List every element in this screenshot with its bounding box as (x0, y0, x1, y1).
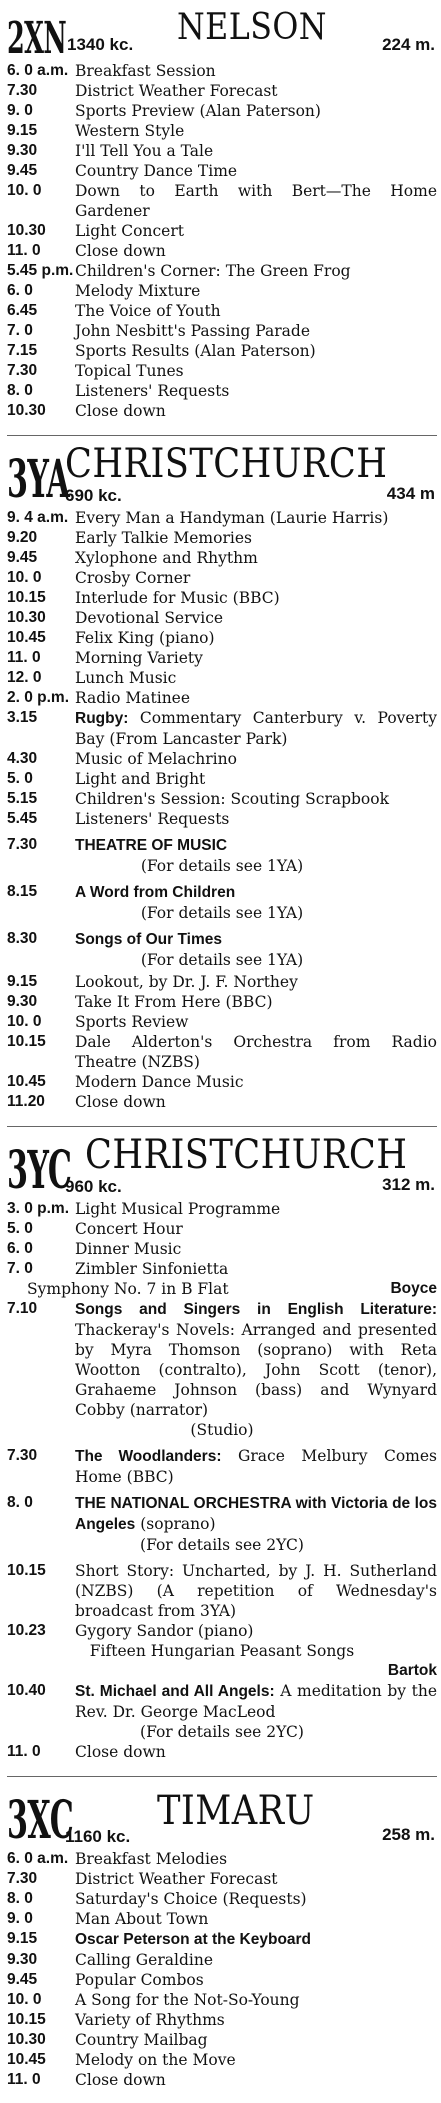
station-frequency: 690 kc. (65, 486, 122, 505)
station-3ya (7, 441, 437, 1112)
station-header (7, 3, 437, 64)
programme-time: 10.15 (7, 1562, 46, 1579)
programme-description: A meditation by the Rev. Dr. George MacLeod (75, 1682, 437, 1721)
station-wavelength: 312 m. (382, 1175, 435, 1194)
programme-time: 9.30 (7, 1951, 38, 1968)
programme-time: 9.15 (7, 1930, 38, 1947)
programme-item (7, 321, 437, 341)
station-call-sign: 3YA (7, 449, 70, 510)
programme-studio-note: (Studio) (190, 1421, 254, 1439)
programme-description: Saturday's Choice (Requests) (75, 1890, 307, 1908)
station-city: NELSON (177, 7, 327, 48)
programme-time: 5. 0 (7, 770, 33, 787)
programme-description: A Song for the Not-So-Young (75, 1991, 300, 2009)
programme-time: 11. 0 (7, 2071, 41, 2088)
programme-time: 2. 0 p.m. (7, 689, 70, 706)
programme-item (7, 1239, 437, 1259)
programme-description: John Nesbitt's Passing Parade (75, 322, 310, 340)
programme-description: Modern Dance Music (75, 1073, 244, 1091)
programme-description: Light Concert (75, 222, 184, 240)
programme-item (7, 401, 437, 421)
programme-item (7, 1299, 437, 1420)
programme-composer: Bartok (387, 1662, 437, 1679)
programme-item (7, 221, 437, 241)
programme-time: 10.30 (7, 222, 46, 239)
programme-description: Listeners' Requests (75, 810, 230, 828)
programme-item (7, 1929, 437, 1950)
programme-description: Short Story: Uncharted, by J. H. Sutherland (NZBS) (A repetition of Wednesday's broadcast from 3YA) (75, 1562, 437, 1620)
programme-time: 8.30 (7, 930, 38, 947)
programme-description: Down to Earth with Bert—The Home Gardener (75, 182, 437, 220)
programme-time: 7.15 (7, 342, 38, 359)
programme-work: Fifteen Hungarian Peasant Songs (89, 1642, 355, 1660)
programme-time: 10.40 (7, 1682, 46, 1699)
station-wavelength: 434 m (386, 484, 435, 503)
programme-item (7, 972, 437, 992)
programme-description: Close down (75, 242, 166, 260)
station-call-sign: 3XC (7, 1790, 74, 1851)
programme-item (7, 361, 437, 381)
station-2xn (7, 3, 437, 421)
programme-title: Oscar Peterson at the Keyboard (75, 1931, 312, 1948)
programme-item (7, 1259, 437, 1279)
programme-item (7, 668, 437, 688)
programme-item (7, 181, 437, 221)
programme-item (7, 141, 437, 161)
programme-description: Breakfast Session (75, 62, 216, 80)
programme-item (7, 648, 437, 668)
programme-description: Gygory Sandor (piano) (75, 1622, 254, 1640)
programme-description: The Voice of Youth (75, 302, 221, 320)
programme-time: 9.45 (7, 162, 38, 179)
programme-item (7, 628, 437, 648)
programme-item (7, 1561, 437, 1621)
programme-item (7, 1909, 437, 1929)
programme-item (7, 2050, 437, 2070)
programme-description: Light Musical Programme (75, 1200, 281, 1218)
programme-item (7, 789, 437, 809)
programme-time: 7.30 (7, 836, 38, 853)
programme-item (7, 1446, 437, 1487)
programme-time: 10.30 (7, 609, 46, 626)
programme-time: 9.30 (7, 142, 38, 159)
station-call-sign: 3YC (7, 1140, 72, 1201)
programme-description: District Weather Forecast (75, 1870, 278, 1888)
programme-item (7, 568, 437, 588)
programme-time: 8. 0 (7, 382, 33, 399)
programme-item (7, 1681, 437, 1722)
programme-description: Xylophone and Rhythm (75, 549, 258, 567)
programme-time: 7.30 (7, 362, 38, 379)
programme-item (7, 2070, 437, 2090)
programme-time: 10.30 (7, 2031, 46, 2048)
programme-description: Lunch Music (75, 669, 177, 687)
programme-description: Music of Melachrino (75, 750, 237, 768)
programme-item (7, 508, 437, 528)
programme-description: Sports Preview (Alan Paterson) (75, 102, 321, 120)
programme-time: 9. 4 a.m. (7, 509, 69, 526)
programme-item (7, 241, 437, 261)
programme-item (7, 588, 437, 608)
programme-item (7, 1092, 437, 1112)
programme-description: Take It From Here (BBC) (75, 993, 273, 1011)
programme-item (7, 341, 437, 361)
station-frequency: 1340 kc. (67, 35, 134, 54)
programme-time: 5. 0 (7, 1220, 33, 1237)
programme-description: Lookout, by Dr. J. F. Northey (75, 973, 298, 991)
programme-time: 9.30 (7, 993, 38, 1010)
programme-title: A Word from Children (75, 884, 236, 901)
programme-item (7, 81, 437, 101)
programme-item (7, 1950, 437, 1970)
programme-time: 6. 0 (7, 282, 33, 299)
programme-time: 10.45 (7, 629, 46, 646)
programme-item (7, 992, 437, 1012)
programme-composer: Boyce (390, 1280, 437, 1297)
programme-item (7, 929, 437, 950)
programme-time: 6.45 (7, 302, 38, 319)
programme-description: Variety of Rhythms (75, 2011, 225, 2029)
programme-item (7, 281, 437, 301)
station-header (7, 1132, 437, 1201)
programme-item (7, 1849, 437, 1869)
programme-item (7, 528, 437, 548)
programme-description: Radio Matinee (75, 689, 191, 707)
programme-description: Close down (75, 1093, 166, 1111)
programme-work: Symphony No. 7 in B Flat (27, 1280, 229, 1298)
programme-item (7, 1970, 437, 1990)
programme-description: Dinner Music (75, 1240, 182, 1258)
programme-time: 10.23 (7, 1622, 46, 1639)
programme-details-note: (For details see 2YC) (140, 1536, 304, 1554)
section-divider (7, 1126, 437, 1127)
programme-title: THEATRE OF MUSIC (75, 837, 228, 854)
station-city: CHRISTCHURCH (85, 1132, 408, 1178)
programme-list (7, 61, 437, 421)
programme-time: 7. 0 (7, 322, 33, 339)
programme-description: Close down (75, 402, 166, 420)
programme-item (7, 1072, 437, 1092)
programme-time: 11. 0 (7, 1743, 41, 1760)
programme-details-note: (For details see 1YA) (140, 951, 304, 969)
programme-time: 11. 0 (7, 649, 41, 666)
programme-time: 7.10 (7, 1300, 38, 1317)
programme-description: Country Mailbag (75, 2031, 208, 2049)
programme-description: Calling Geraldine (75, 1951, 214, 1969)
programme-details-note: (For details see 1YA) (140, 904, 304, 922)
programme-description: Close down (75, 2071, 166, 2089)
programme-description: Thackeray's Novels: Arranged and presented by Myra Thomson (soprano) with Reta Wootton (contralto), John Scott (tenor), Grahaeme Johnson (bass) and Wynyard Cobby (narrator) (75, 1321, 437, 1419)
programme-description: Dale Alderton's Orchestra from Radio Theatre (NZBS) (75, 1033, 437, 1071)
programme-time: 3.15 (7, 709, 38, 726)
programme-title: St. Michael and All Angels: (75, 1683, 275, 1700)
programme-description: Children's Corner: The Green Frog (75, 262, 351, 280)
programme-time: 5.15 (7, 790, 38, 807)
programme-time: 7.30 (7, 1870, 38, 1887)
programme-item (7, 2010, 437, 2030)
programme-time: 10.45 (7, 1073, 46, 1090)
station-header (7, 441, 437, 510)
programme-description: Topical Tunes (75, 362, 184, 380)
programme-item (7, 1219, 437, 1239)
programme-item (7, 769, 437, 789)
programme-time: 9.45 (7, 1971, 38, 1988)
programme-description: (soprano) (135, 1515, 216, 1533)
section-divider (7, 1776, 437, 1777)
programme-time: 10. 0 (7, 1991, 42, 2008)
station-city: TIMARU (157, 1788, 315, 1834)
programme-description: Breakfast Melodies (75, 1850, 228, 1868)
programme-list (7, 1849, 437, 2090)
programme-item (7, 548, 437, 568)
programme-item (7, 1869, 437, 1889)
station-call-sign: 2XN (7, 13, 67, 64)
programme-subline (7, 1279, 437, 1299)
programme-time: 10.15 (7, 1033, 46, 1050)
programme-item (7, 1032, 437, 1072)
station-frequency: 960 kc. (65, 1177, 122, 1196)
programme-time: 11. 0 (7, 242, 41, 259)
programme-description: Commentary Canterbury v. Poverty Bay (From Lancaster Park) (75, 709, 437, 748)
programme-time: 8. 0 (7, 1890, 33, 1907)
programme-description: Concert Hour (75, 1220, 183, 1238)
programme-description: Crosby Corner (75, 569, 191, 587)
programme-description: Melody Mixture (75, 282, 201, 300)
programme-item (7, 882, 437, 903)
station-wavelength: 258 m. (382, 1825, 435, 1844)
programme-time: 9.15 (7, 122, 38, 139)
programme-item (7, 2030, 437, 2050)
programme-item (7, 1012, 437, 1032)
station-3yc (7, 1132, 437, 1762)
programme-description: Western Style (75, 122, 185, 140)
programme-time: 5.45 (7, 810, 38, 827)
programme-time: 7.30 (7, 82, 38, 99)
programme-time: 10. 0 (7, 1013, 42, 1030)
programme-time: 11.20 (7, 1093, 45, 1110)
programme-title: The Woodlanders: (75, 1448, 222, 1465)
programme-title: THE NATIONAL ORCHESTRA with Victoria de los Angeles (75, 1495, 437, 1533)
programme-title: Songs of Our Times (75, 931, 222, 948)
programme-time: 10.30 (7, 402, 46, 419)
programme-time: 6. 0 (7, 1240, 33, 1257)
programme-title: Rugby: (75, 710, 129, 727)
programme-item (7, 1742, 437, 1762)
programme-description: I'll Tell You a Tale (75, 142, 214, 160)
programme-time: 9. 0 (7, 1910, 33, 1927)
programme-list (7, 972, 437, 1112)
programme-description: Man About Town (75, 1910, 209, 1928)
station-frequency: 1160 kc. (65, 1827, 131, 1846)
programme-item (7, 301, 437, 321)
programme-description: Sports Review (75, 1013, 189, 1031)
programme-time: 6. 0 a.m. (7, 1850, 69, 1867)
programme-description: Popular Combos (75, 1971, 204, 1989)
programme-description: District Weather Forecast (75, 82, 278, 100)
programme-description: Close down (75, 1743, 166, 1761)
programme-title: Songs and Singers in English Literature: (75, 1301, 437, 1318)
programme-description: Country Dance Time (75, 162, 238, 180)
programme-time: 9. 0 (7, 102, 33, 119)
programme-time: 7. 0 (7, 1260, 33, 1277)
programme-item (7, 835, 437, 856)
programme-time: 5.45 p.m. (7, 262, 74, 279)
programme-description: Children's Session: Scouting Scrapbook (75, 790, 389, 808)
programme-item (7, 809, 437, 829)
section-divider (7, 435, 437, 436)
programme-time: 9.20 (7, 529, 38, 546)
programme-description: Morning Variety (75, 649, 203, 667)
programme-list (7, 1199, 437, 1279)
programme-description: Light and Bright (75, 770, 206, 788)
programme-item (7, 101, 437, 121)
programme-description: Grace Melbury Comes Home (BBC) (75, 1447, 437, 1486)
programme-time: 4.30 (7, 750, 38, 767)
programme-details-note: (For details see 2YC) (140, 1723, 304, 1741)
programme-item (7, 688, 437, 708)
programme-item (7, 708, 437, 749)
programme-list (7, 508, 437, 829)
programme-description: Interlude for Music (BBC) (75, 589, 280, 607)
programme-description: Felix King (piano) (75, 629, 215, 647)
programme-item (7, 1621, 437, 1641)
programme-time: 10.15 (7, 2011, 46, 2028)
programme-time: 8.15 (7, 883, 38, 900)
programme-item (7, 1493, 437, 1535)
programme-details-note: (For details see 1YA) (140, 857, 304, 875)
programme-item (7, 749, 437, 769)
programme-time: 12. 0 (7, 669, 42, 686)
programme-item (7, 261, 437, 281)
programme-time: 8. 0 (7, 1494, 33, 1511)
programme-time: 7.30 (7, 1447, 38, 1464)
programme-description: Sports Results (Alan Paterson) (75, 342, 316, 360)
programme-description: Melody on the Move (75, 2051, 236, 2069)
programme-time: 10. 0 (7, 569, 42, 586)
programme-description: Devotional Service (75, 609, 224, 627)
programme-time: 10.45 (7, 2051, 46, 2068)
programme-time: 10. 0 (7, 182, 42, 199)
programme-item (7, 121, 437, 141)
station-wavelength: 224 m. (382, 35, 435, 54)
programme-item (7, 608, 437, 628)
programme-description: Zimbler Sinfonietta (75, 1260, 229, 1278)
programme-item (7, 1199, 437, 1219)
programme-description: Every Man a Handyman (Laurie Harris) (75, 509, 389, 527)
station-3xc (7, 1787, 437, 2090)
programme-description: Early Talkie Memories (75, 529, 252, 547)
programme-time: 10.15 (7, 589, 46, 606)
programme-time: 9.45 (7, 549, 38, 566)
programme-description: Listeners' Requests (75, 382, 230, 400)
programme-time: 6. 0 a.m. (7, 62, 69, 79)
programme-item (7, 1889, 437, 1909)
programme-item (7, 381, 437, 401)
station-city: CHRISTCHURCH (65, 441, 388, 487)
programme-time: 3. 0 p.m. (7, 1200, 70, 1217)
station-header (7, 1787, 437, 1851)
programme-item (7, 1990, 437, 2010)
programme-item (7, 61, 437, 81)
programme-time: 9.15 (7, 973, 38, 990)
programme-item (7, 161, 437, 181)
